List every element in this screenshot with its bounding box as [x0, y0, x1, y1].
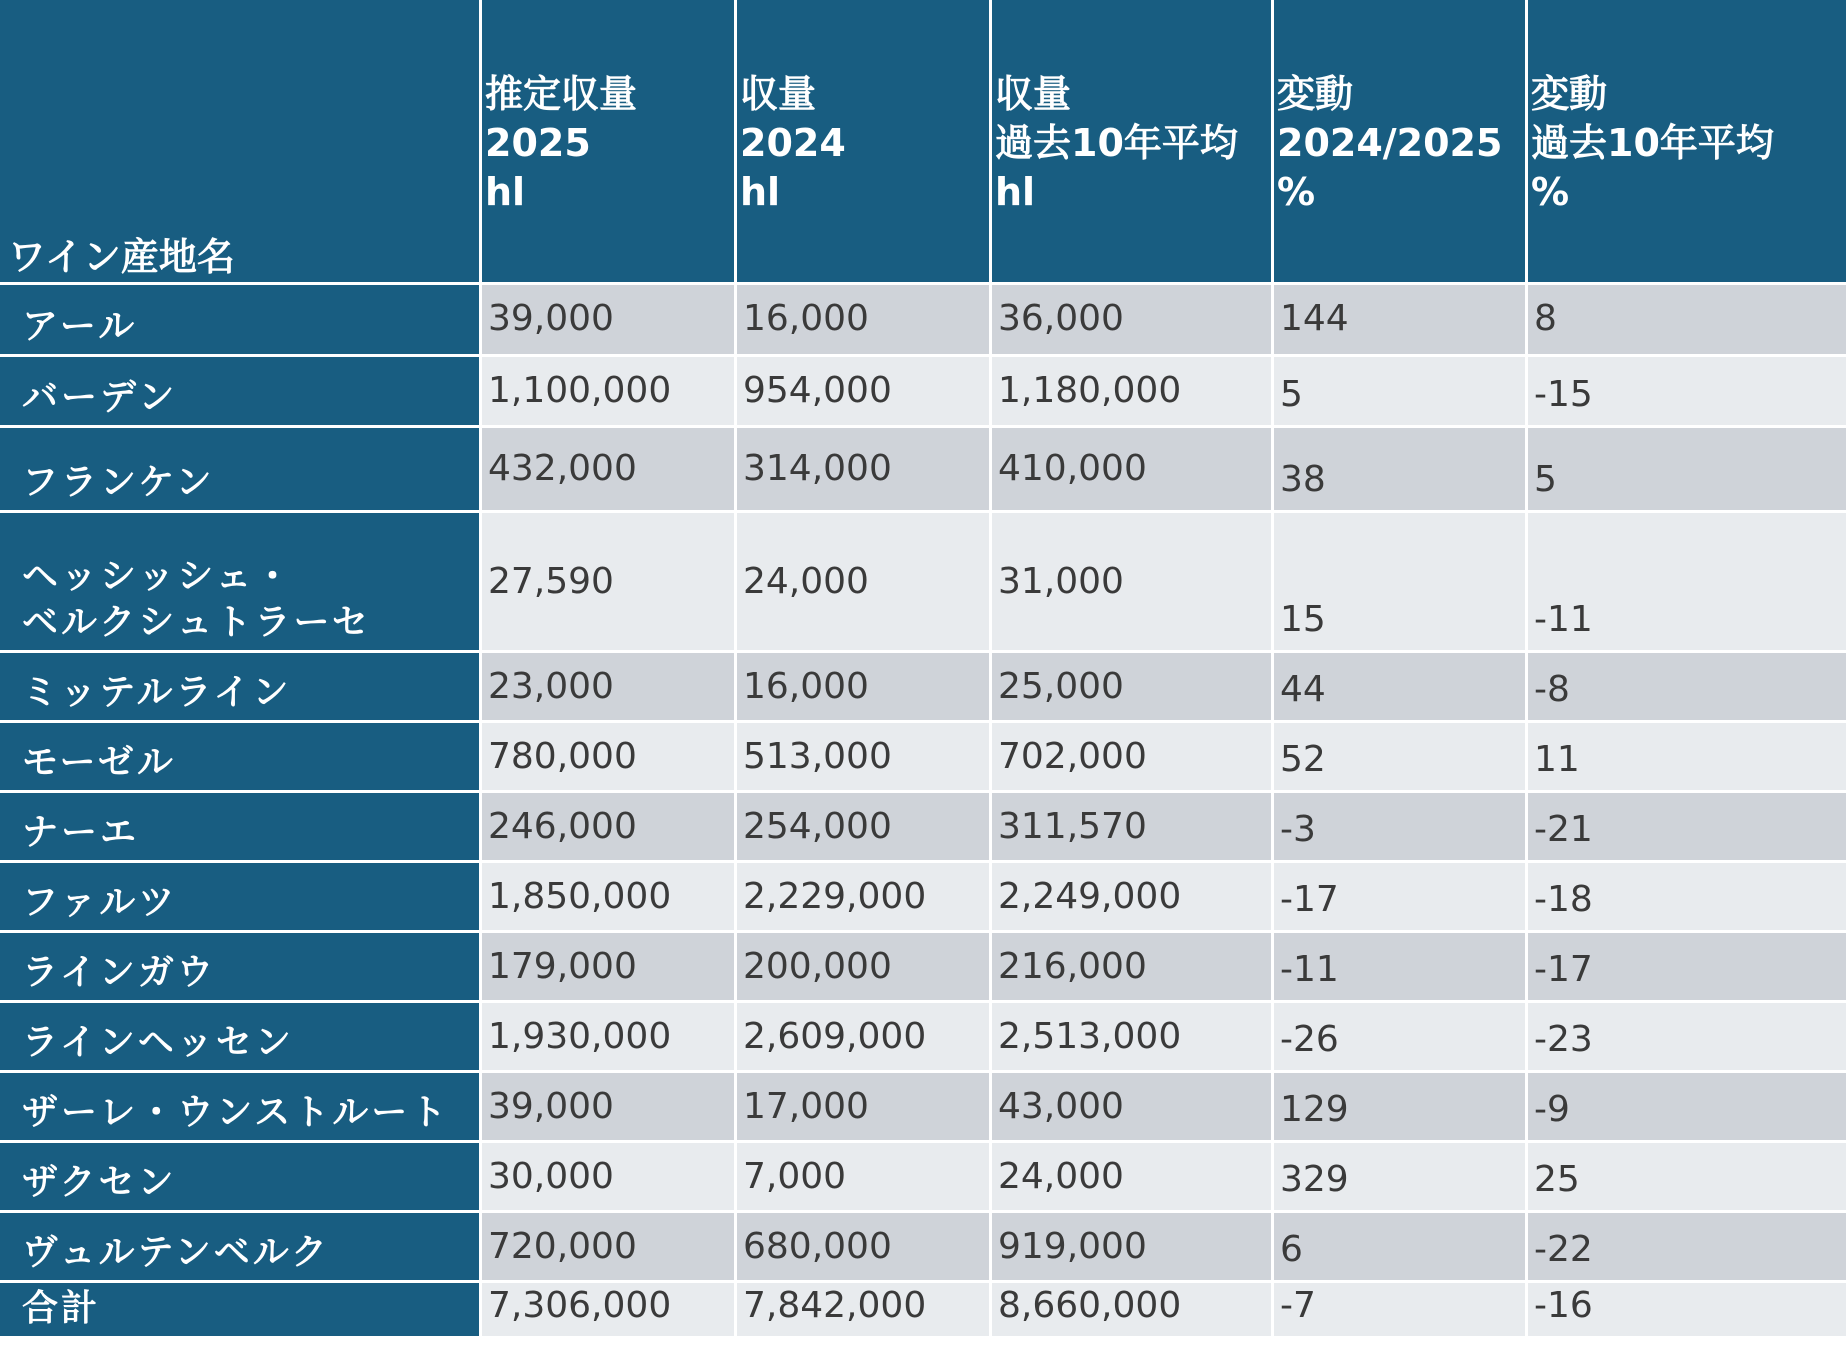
region-name-cell: アール — [0, 285, 482, 357]
change-10yr-avg-cell: -17 — [1528, 933, 1846, 1003]
change-10yr-avg-cell: -16 — [1528, 1283, 1846, 1339]
est-2025-cell: 39,000 — [482, 285, 737, 357]
est-2025-cell: 720,000 — [482, 1213, 737, 1283]
yield-10yr-avg-cell: 410,000 — [992, 428, 1274, 513]
header-est-2025: 推定収量 2025 hl — [482, 0, 737, 285]
change-2024-2025-cell: 38 — [1274, 428, 1528, 513]
region-name-cell: ヴュルテンベルク — [0, 1213, 482, 1283]
change-2024-2025-cell: 15 — [1274, 513, 1528, 653]
region-name-cell: フランケン — [0, 428, 482, 513]
yield-2024-cell: 954,000 — [737, 357, 992, 428]
change-10yr-avg-cell: 8 — [1528, 285, 1846, 357]
change-2024-2025-cell: -11 — [1274, 933, 1528, 1003]
est-2025-cell: 39,000 — [482, 1073, 737, 1143]
table-row — [0, 1143, 1846, 1213]
yield-2024-cell: 314,000 — [737, 428, 992, 513]
est-2025-cell: 1,850,000 — [482, 863, 737, 933]
change-2024-2025-cell: 44 — [1274, 653, 1528, 723]
change-2024-2025-cell: 329 — [1274, 1143, 1528, 1213]
change-2024-2025-cell: 129 — [1274, 1073, 1528, 1143]
yield-10yr-avg-cell: 8,660,000 — [992, 1283, 1274, 1339]
est-2025-cell: 7,306,000 — [482, 1283, 737, 1339]
change-10yr-avg-cell: -18 — [1528, 863, 1846, 933]
est-2025-cell: 30,000 — [482, 1143, 737, 1213]
est-2025-cell: 246,000 — [482, 793, 737, 863]
change-10yr-avg-cell: -11 — [1528, 513, 1846, 653]
est-2025-cell: 1,100,000 — [482, 357, 737, 428]
change-10yr-avg-cell: 11 — [1528, 723, 1846, 793]
yield-10yr-avg-cell: 2,513,000 — [992, 1003, 1274, 1073]
table-row — [0, 1003, 1846, 1073]
change-10yr-avg-cell: 25 — [1528, 1143, 1846, 1213]
yield-10yr-avg-cell: 919,000 — [992, 1213, 1274, 1283]
table-row — [0, 513, 1846, 653]
table-row — [0, 653, 1846, 723]
change-10yr-avg-cell: -15 — [1528, 357, 1846, 428]
change-2024-2025-cell: -7 — [1274, 1283, 1528, 1339]
yield-2024-cell: 7,000 — [737, 1143, 992, 1213]
header-yield-10yr-avg: 収量 過去10年平均 hl — [992, 0, 1274, 285]
yield-2024-cell: 16,000 — [737, 285, 992, 357]
change-10yr-avg-cell: -8 — [1528, 653, 1846, 723]
table-row — [0, 1283, 1846, 1339]
table-row — [0, 793, 1846, 863]
change-2024-2025-cell: 52 — [1274, 723, 1528, 793]
change-2024-2025-cell: 144 — [1274, 285, 1528, 357]
change-10yr-avg-cell: -21 — [1528, 793, 1846, 863]
yield-2024-cell: 2,229,000 — [737, 863, 992, 933]
region-name-cell: ラインヘッセン — [0, 1003, 482, 1073]
change-10yr-avg-cell: -9 — [1528, 1073, 1846, 1143]
region-name-cell: ザクセン — [0, 1143, 482, 1213]
region-name-cell: ミッテルライン — [0, 653, 482, 723]
table-row — [0, 933, 1846, 1003]
region-name-cell: ヘッシッシェ・ ベルクシュトラーセ — [0, 513, 482, 653]
yield-10yr-avg-cell: 216,000 — [992, 933, 1274, 1003]
yield-2024-cell: 7,842,000 — [737, 1283, 992, 1339]
yield-10yr-avg-cell: 24,000 — [992, 1143, 1274, 1213]
region-name-cell: バーデン — [0, 357, 482, 428]
change-2024-2025-cell: -3 — [1274, 793, 1528, 863]
header-change-2024-2025: 変動 2024/2025 % — [1274, 0, 1528, 285]
yield-10yr-avg-cell: 31,000 — [992, 513, 1274, 653]
table-body — [0, 285, 1846, 1339]
region-name-cell: 合計 — [0, 1283, 482, 1339]
change-10yr-avg-cell: -22 — [1528, 1213, 1846, 1283]
change-2024-2025-cell: 6 — [1274, 1213, 1528, 1283]
table-row — [0, 723, 1846, 793]
yield-2024-cell: 16,000 — [737, 653, 992, 723]
header-change-10yr-avg: 変動 過去10年平均 % — [1528, 0, 1846, 285]
change-10yr-avg-cell: -23 — [1528, 1003, 1846, 1073]
table-row — [0, 863, 1846, 933]
header-yield-2024: 収量 2024 hl — [737, 0, 992, 285]
region-name-cell: モーゼル — [0, 723, 482, 793]
yield-10yr-avg-cell: 2,249,000 — [992, 863, 1274, 933]
yield-2024-cell: 24,000 — [737, 513, 992, 653]
yield-10yr-avg-cell: 43,000 — [992, 1073, 1274, 1143]
est-2025-cell: 432,000 — [482, 428, 737, 513]
change-2024-2025-cell: -26 — [1274, 1003, 1528, 1073]
table-row — [0, 285, 1846, 357]
region-name-cell: ラインガウ — [0, 933, 482, 1003]
change-2024-2025-cell: -17 — [1274, 863, 1528, 933]
yield-2024-cell: 513,000 — [737, 723, 992, 793]
yield-2024-cell: 2,609,000 — [737, 1003, 992, 1073]
est-2025-cell: 23,000 — [482, 653, 737, 723]
est-2025-cell: 27,590 — [482, 513, 737, 653]
header-region: ワイン産地名 — [0, 0, 482, 285]
yield-2024-cell: 680,000 — [737, 1213, 992, 1283]
yield-10yr-avg-cell: 311,570 — [992, 793, 1274, 863]
table-row — [0, 357, 1846, 428]
change-2024-2025-cell: 5 — [1274, 357, 1528, 428]
header-row — [0, 0, 1846, 285]
est-2025-cell: 1,930,000 — [482, 1003, 737, 1073]
yield-2024-cell: 200,000 — [737, 933, 992, 1003]
table-row — [0, 1073, 1846, 1143]
yield-10yr-avg-cell: 1,180,000 — [992, 357, 1274, 428]
est-2025-cell: 179,000 — [482, 933, 737, 1003]
table-row — [0, 1213, 1846, 1283]
change-10yr-avg-cell: 5 — [1528, 428, 1846, 513]
region-name-cell: ナーエ — [0, 793, 482, 863]
yield-2024-cell: 254,000 — [737, 793, 992, 863]
region-name-cell: ファルツ — [0, 863, 482, 933]
yield-10yr-avg-cell: 36,000 — [992, 285, 1274, 357]
region-name-cell: ザーレ・ウンストルート — [0, 1073, 482, 1143]
yield-10yr-avg-cell: 25,000 — [992, 653, 1274, 723]
table-row — [0, 428, 1846, 513]
yield-10yr-avg-cell: 702,000 — [992, 723, 1274, 793]
yield-2024-cell: 17,000 — [737, 1073, 992, 1143]
est-2025-cell: 780,000 — [482, 723, 737, 793]
